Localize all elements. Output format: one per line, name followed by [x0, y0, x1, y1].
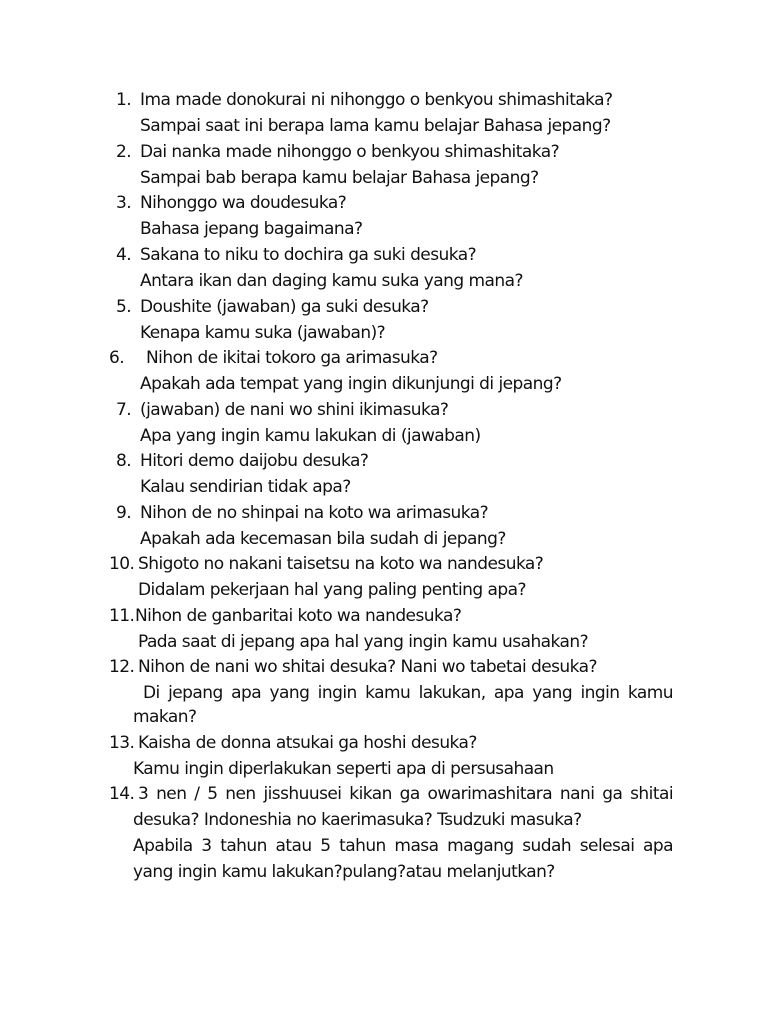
question-7-number: 7. — [116, 400, 132, 420]
question-14-japanese: 3 nen / 5 nen jisshuusei kikan ga owarimashitara nani ga shitai — [138, 784, 673, 804]
question-12-number: 12. — [109, 657, 135, 677]
question-6-number: 6. — [109, 348, 125, 368]
question-6-indonesian: Apakah ada tempat yang ingin dikunjungi di jepang? — [140, 374, 562, 394]
question-14-japanese-justified — [138, 781, 673, 807]
question-4-number: 4. — [116, 245, 132, 265]
question-7-japanese: (jawaban) de nani wo shini ikimasuka? — [140, 400, 449, 420]
question-8-japanese: Hitori demo daijobu desuka? — [140, 451, 369, 471]
question-5-japanese: Doushite (jawaban) ga suki desuka? — [140, 297, 429, 317]
question-13-indonesian: Kamu ingin diperlakukan seperti apa di persusahaan — [133, 759, 554, 779]
question-3-japanese: Nihonggo wa doudesuka? — [140, 193, 347, 213]
question-14-indonesian-justified — [133, 833, 673, 859]
question-3-indonesian: Bahasa jepang bagaimana? — [140, 219, 363, 239]
question-10-indonesian: Didalam pekerjaan hal yang paling penting apa? — [138, 580, 526, 600]
question-9-indonesian: Apakah ada kecemasan bila sudah di jepang? — [140, 529, 506, 549]
question-12-japanese: Nihon de nani wo shitai desuka? Nani wo tabetai desuka? — [138, 657, 597, 677]
question-14-japanese-cont: desuka? Indoneshia no kaerimasuka? Tsudzuki masuka? — [133, 810, 582, 830]
question-5-indonesian: Kenapa kamu suka (jawaban)? — [140, 323, 386, 343]
question-4-indonesian: Antara ikan dan daging kamu suka yang mana? — [140, 271, 523, 291]
question-1-indonesian: Sampai saat ini berapa lama kamu belajar Bahasa jepang? — [140, 116, 611, 136]
question-11-japanese: Nihon de ganbaritai koto wa nandesuka? — [135, 606, 462, 626]
question-14-indonesian-cont: yang ingin kamu lakukan?pulang?atau melanjutkan? — [133, 862, 555, 882]
question-5-number: 5. — [116, 297, 132, 317]
question-2-indonesian: Sampai bab berapa kamu belajar Bahasa jepang? — [140, 168, 539, 188]
question-10-number: 10. — [109, 554, 135, 574]
question-1-number: 1. — [116, 90, 132, 110]
question-9-number: 9. — [116, 503, 132, 523]
question-14-number: 14. — [109, 784, 135, 804]
question-10-japanese: Shigoto no nakani taisetsu na koto wa nandesuka? — [138, 554, 544, 574]
question-13-number: 13. — [109, 733, 135, 753]
question-4-japanese: Sakana to niku to dochira ga suki desuka? — [140, 245, 477, 265]
question-1-japanese: Ima made donokurai ni nihonggo o benkyou shimashitaka? — [140, 90, 613, 110]
question-11-number: 11. — [109, 606, 135, 626]
question-12-indonesian-justified — [143, 680, 673, 706]
question-6-japanese: Nihon de ikitai tokoro ga arimasuka? — [146, 348, 438, 368]
question-2-japanese: Dai nanka made nihonggo o benkyou shimashitaka? — [140, 142, 560, 162]
question-7-indonesian: Apa yang ingin kamu lakukan di (jawaban) — [140, 426, 481, 446]
question-14-indonesian: Apabila 3 tahun atau 5 tahun masa magang sudah selesai apa — [133, 836, 673, 856]
question-3-number: 3. — [116, 193, 132, 213]
question-12-indonesian-cont: makan? — [133, 707, 197, 727]
question-2-number: 2. — [116, 142, 132, 162]
question-8-number: 8. — [116, 451, 132, 471]
question-12-indonesian: Di jepang apa yang ingin kamu lakukan, apa yang ingin kamu — [143, 683, 673, 703]
question-9-japanese: Nihon de no shinpai na koto wa arimasuka? — [140, 503, 489, 523]
question-13-japanese: Kaisha de donna atsukai ga hoshi desuka? — [138, 733, 477, 753]
question-8-indonesian: Kalau sendirian tidak apa? — [140, 477, 351, 497]
question-11-indonesian: Pada saat di jepang apa hal yang ingin kamu usahakan? — [138, 632, 589, 652]
